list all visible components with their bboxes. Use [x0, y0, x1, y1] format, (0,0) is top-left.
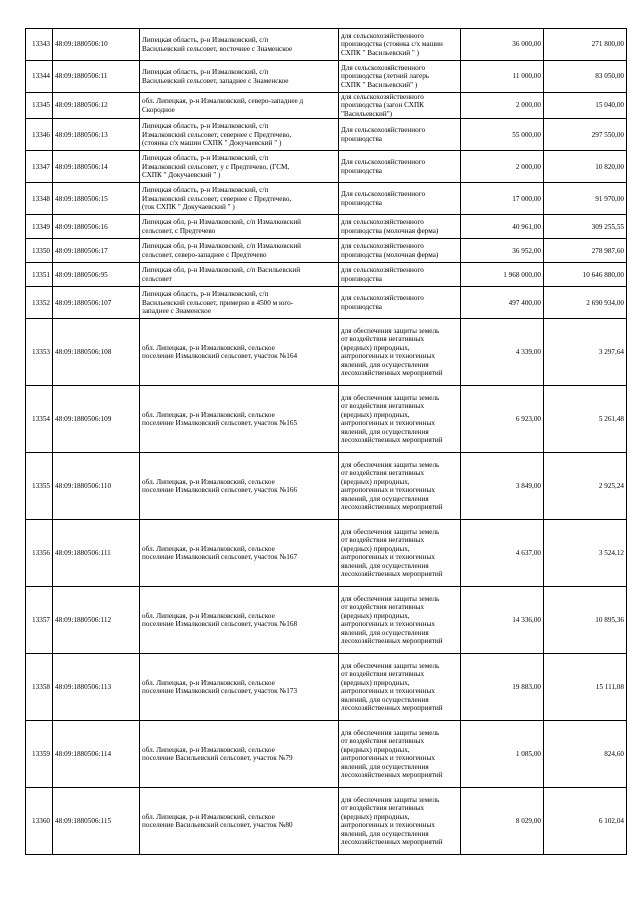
area-cell: 3 849,00 [461, 453, 544, 520]
cadastral-number-cell: 48:09:1880506:109 [53, 386, 140, 453]
address-line: Васильевский сельсовет, примерно в 4500 м юго- [142, 298, 294, 307]
cadastral-value-cell: 10 895,36 [544, 587, 627, 654]
area-cell: 55 000,00 [461, 119, 544, 151]
row-number-cell: 13349 [26, 215, 53, 239]
cadastral-value-cell: 3 524,12 [544, 520, 627, 587]
land-use-line: (вредных) природных, [341, 410, 410, 419]
land-use-line: для обеспечения защиты земель [341, 595, 440, 603]
address-line: Липецкая область, р-н Измалковский, с/п [142, 122, 269, 131]
land-use-line: явлений, для осуществления [341, 762, 429, 771]
land-use-cell [339, 788, 461, 855]
address-line: обл. Липецкая, р-н Измалковский, сельское [142, 812, 275, 821]
address-line: обл. Липецкая, р-н Измалковский, сельское [142, 678, 275, 687]
land-use-line: антропогенных и техногенных [341, 486, 435, 495]
address-line: Измалковский сельсовет, севернее с Предтечево, [142, 130, 292, 139]
land-use-cell [339, 239, 461, 263]
row-number-cell: 13360 [26, 788, 53, 855]
land-use-line: лесохозяйственных мероприятий [341, 570, 443, 579]
land-use-line: (вредных) природных, [341, 343, 410, 352]
cadastral-value-cell: 2 690 934,00 [544, 287, 627, 319]
land-registry-table [25, 28, 627, 855]
land-use-line: от воздействия негативных [341, 536, 425, 545]
table-row [26, 453, 627, 520]
land-use-line: антропогенных и техногенных [341, 620, 435, 629]
cadastral-value-cell: 10 820,00 [544, 151, 627, 183]
cadastral-value-cell: 15 111,08 [544, 654, 627, 721]
area-cell: 11 000,00 [461, 61, 544, 93]
land-use-line: от воздействия негативных [341, 737, 425, 746]
address-cell [140, 61, 339, 93]
land-use-line: "Васильевский") [341, 109, 393, 118]
land-use-cell [339, 721, 461, 788]
land-use-line: явлений, для осуществления [341, 628, 429, 637]
address-cell [140, 319, 339, 386]
address-line: Измалковский сельсовет, севернее с Предтечево, [142, 194, 292, 203]
cadastral-value-cell: 271 800,00 [544, 29, 627, 61]
area-cell: 40 961,00 [461, 215, 544, 239]
land-use-line: Для сельскохозяйственного [341, 190, 426, 199]
cadastral-number-cell: 48:09:1880506:108 [53, 319, 140, 386]
land-use-line: Для сельскохозяйственного [341, 63, 426, 72]
address-line: Липецкая область, р-н Измалковский, с/п [142, 36, 269, 45]
cadastral-value-cell: 3 297,64 [544, 319, 627, 386]
address-line: Липецкая область, р-н Измалковский, с/п [142, 68, 269, 77]
land-use-line: от воздействия негативных [341, 804, 425, 813]
address-cell [140, 721, 339, 788]
row-number-cell: 13358 [26, 654, 53, 721]
land-use-line: (вредных) природных, [341, 611, 410, 620]
land-use-line: для сельскохозяйственного [341, 242, 424, 251]
land-use-line: лесохозяйственных мероприятий [341, 436, 443, 445]
land-use-line: для сельскохозяйственного [341, 294, 424, 303]
address-line: поселение Измалковский сельсовет, участок №168 [142, 620, 298, 629]
land-use-line: для обеспечения защиты земель [341, 528, 440, 536]
land-use-line: явлений, для осуществления [341, 494, 429, 503]
cadastral-value-cell: 824,60 [544, 721, 627, 788]
table-row [26, 386, 627, 453]
table-row [26, 587, 627, 654]
address-line: Липецкая обл, р-н Измалковский, с/п Васильевский [142, 266, 301, 275]
area-cell: 14 336,00 [461, 587, 544, 654]
cadastral-number-cell: 48:09:1880506:12 [53, 93, 140, 119]
address-line: поселение Васильевский сельсовет, участок №79 [142, 754, 293, 763]
land-use-line: для сельскохозяйственного [341, 218, 424, 227]
table-row [26, 151, 627, 183]
land-use-cell [339, 520, 461, 587]
address-line: Измалковский сельсовет, у с Предтечево, (ГСМ, [142, 162, 290, 171]
cadastral-number-cell: 48:09:1880506:113 [53, 654, 140, 721]
address-line: сельсовет, с Предтечево [142, 226, 216, 235]
area-cell: 1 968 000,00 [461, 263, 544, 287]
land-use-line: антропогенных и техногенных [341, 553, 435, 562]
address-cell [140, 215, 339, 239]
land-use-line: от воздействия негативных [341, 335, 425, 344]
land-use-line: антропогенных и техногенных [341, 821, 435, 830]
address-line: Липецкая область, р-н Измалковский, с/п [142, 154, 269, 163]
table-body [26, 29, 627, 855]
table-row [26, 239, 627, 263]
row-number-cell: 13357 [26, 587, 53, 654]
address-line: Васильевский сельсовет, восточнее с Знаменское [142, 44, 293, 53]
address-cell [140, 263, 339, 287]
address-line: Васильевский сельсовет, западнее с Знаменское [142, 76, 289, 85]
row-number-cell: 13356 [26, 520, 53, 587]
land-use-line: для сельскохозяйственного [341, 266, 424, 275]
land-use-line: явлений, для осуществления [341, 427, 429, 436]
land-use-line: производства [341, 302, 382, 311]
address-line: обл. Липецкая, р-н Измалковский, сельское [142, 343, 275, 352]
land-use-line: от воздействия негативных [341, 402, 425, 411]
address-line: обл. Липецкая, р-н Измалковский, сельское [142, 611, 275, 620]
address-line: поселение Измалковский сельсовет, участок №167 [142, 553, 298, 562]
address-line: (ток СХПК " Докучаевский " ) [142, 202, 235, 211]
land-use-cell [339, 654, 461, 721]
land-use-line: производства [341, 166, 382, 175]
land-use-cell [339, 119, 461, 151]
land-use-line: СХПК " Васильевский " ) [341, 48, 420, 57]
row-number-cell: 13344 [26, 61, 53, 93]
cadastral-value-cell: 2 925,24 [544, 453, 627, 520]
cadastral-number-cell: 48:09:1880506:111 [53, 520, 140, 587]
land-use-cell [339, 453, 461, 520]
land-use-line: лесохозяйственных мероприятий [341, 704, 443, 713]
land-use-line: антропогенных и техногенных [341, 419, 435, 428]
land-use-line: явлений, для осуществления [341, 561, 429, 570]
table-row [26, 61, 627, 93]
row-number-cell: 13347 [26, 151, 53, 183]
row-number-cell: 13352 [26, 287, 53, 319]
area-cell: 36 000,00 [461, 29, 544, 61]
area-cell: 6 923,00 [461, 386, 544, 453]
land-use-line: от воздействия негативных [341, 603, 425, 612]
table-row [26, 654, 627, 721]
land-use-line: антропогенных и техногенных [341, 687, 435, 696]
address-cell [140, 386, 339, 453]
cadastral-value-cell: 10 646 880,00 [544, 263, 627, 287]
row-number-cell: 13355 [26, 453, 53, 520]
address-line: сельсовет, северо-западнее с Предтечево [142, 250, 267, 259]
area-cell: 8 029,00 [461, 788, 544, 855]
land-use-line: производства (молочная ферма) [341, 250, 439, 259]
row-number-cell: 13351 [26, 263, 53, 287]
address-line: обл. Липецкая, р-н Измалковский, сельское [142, 410, 275, 419]
cadastral-number-cell: 48:09:1880506:17 [53, 239, 140, 263]
land-use-line: (вредных) природных, [341, 477, 410, 486]
address-cell [140, 587, 339, 654]
address-line: поселение Измалковский сельсовет, участок №166 [142, 486, 298, 495]
land-use-line: (вредных) природных, [341, 544, 410, 553]
address-line: Скородное [142, 105, 175, 114]
cadastral-value-cell: 15 040,00 [544, 93, 627, 119]
cadastral-number-cell: 48:09:1880506:95 [53, 263, 140, 287]
table-row [26, 721, 627, 788]
land-use-line: лесохозяйственных мероприятий [341, 369, 443, 378]
address-line: (стоянка с/х машин СХПК " Докучаевский " ) [142, 138, 282, 147]
address-cell [140, 93, 339, 119]
address-cell [140, 453, 339, 520]
land-use-cell [339, 287, 461, 319]
address-cell [140, 119, 339, 151]
cadastral-number-cell: 48:09:1880506:11 [53, 61, 140, 93]
area-cell: 19 883,00 [461, 654, 544, 721]
cadastral-value-cell: 297 550,00 [544, 119, 627, 151]
land-use-cell [339, 151, 461, 183]
land-use-line: лесохозяйственных мероприятий [341, 637, 443, 646]
address-cell [140, 654, 339, 721]
land-use-cell [339, 183, 461, 215]
land-use-line: для обеспечения защиты земель [341, 796, 440, 804]
land-use-line: лесохозяйственных мероприятий [341, 503, 443, 512]
land-use-cell [339, 263, 461, 287]
address-cell [140, 151, 339, 183]
area-cell: 4 339,00 [461, 319, 544, 386]
land-use-cell [339, 61, 461, 93]
area-cell: 17 000,00 [461, 183, 544, 215]
address-line: обл. Липецкая, р-н Измалковский, северо-западнее д [142, 97, 304, 106]
land-use-line: явлений, для осуществления [341, 829, 429, 838]
table-row [26, 319, 627, 386]
land-use-line: лесохозяйственных мероприятий [341, 838, 443, 847]
land-use-line: явлений, для осуществления [341, 360, 429, 369]
cadastral-number-cell: 48:09:1880506:110 [53, 453, 140, 520]
cadastral-number-cell: 48:09:1880506:114 [53, 721, 140, 788]
table-row [26, 788, 627, 855]
address-line: Липецкая область, р-н Измалковский, с/п [142, 290, 269, 299]
land-use-line: явлений, для осуществления [341, 695, 429, 704]
row-number-cell: 13359 [26, 721, 53, 788]
table-row [26, 119, 627, 151]
address-line: Липецкая обл, р-н Измалковский, с/п Измалковский [142, 242, 302, 251]
cadastral-value-cell: 278 987,60 [544, 239, 627, 263]
table-row [26, 93, 627, 119]
address-line: обл. Липецкая, р-н Измалковский, сельское [142, 745, 275, 754]
area-cell: 4 637,00 [461, 520, 544, 587]
address-cell [140, 239, 339, 263]
land-use-line: производства (загон СХПК [341, 101, 424, 110]
land-use-line: для сельскохозяйственного [341, 93, 424, 101]
address-cell [140, 788, 339, 855]
land-use-line: производства [341, 274, 382, 283]
land-use-cell [339, 93, 461, 119]
land-use-line: для сельскохозяйственного [341, 31, 424, 40]
address-line: сельсовет [142, 274, 172, 283]
land-use-line: от воздействия негативных [341, 469, 425, 478]
cadastral-number-cell: 48:09:1880506:112 [53, 587, 140, 654]
land-use-line: (вредных) природных, [341, 745, 410, 754]
address-line: обл. Липецкая, р-н Измалковский, сельское [142, 544, 275, 553]
land-use-cell [339, 386, 461, 453]
land-use-line: Для сельскохозяйственного [341, 158, 426, 167]
address-line: обл. Липецкая, р-н Измалковский, сельское [142, 477, 275, 486]
land-use-line: для обеспечения защиты земель [341, 461, 440, 469]
address-line: западнее с Знаменское [142, 306, 212, 315]
address-line: поселение Измалковский сельсовет, участок №173 [142, 687, 298, 696]
cadastral-number-cell: 48:09:1880506:115 [53, 788, 140, 855]
land-use-line: антропогенных и техногенных [341, 352, 435, 361]
land-use-line: СХПК " Васильевский" ) [341, 80, 418, 89]
land-use-line: производства (стоянка с/х машин [341, 40, 443, 49]
table-row [26, 29, 627, 61]
table-row [26, 263, 627, 287]
cadastral-number-cell: 48:09:1880506:10 [53, 29, 140, 61]
table-row [26, 520, 627, 587]
cadastral-number-cell: 48:09:1880506:13 [53, 119, 140, 151]
address-cell [140, 29, 339, 61]
land-use-line: от воздействия негативных [341, 670, 425, 679]
address-cell [140, 183, 339, 215]
land-use-line: для обеспечения защиты земель [341, 394, 440, 402]
cadastral-number-cell: 48:09:1880506:15 [53, 183, 140, 215]
land-use-line: для обеспечения защиты земель [341, 729, 440, 737]
cadastral-value-cell: 6 102,04 [544, 788, 627, 855]
land-use-line: производства (молочная ферма) [341, 226, 439, 235]
land-use-line: производства [341, 134, 382, 143]
area-cell: 36 952,00 [461, 239, 544, 263]
row-number-cell: 13346 [26, 119, 53, 151]
area-cell: 2 000,00 [461, 151, 544, 183]
address-line: СХПК " Докучаевский " ) [142, 170, 221, 179]
land-use-line: Для сельскохозяйственного [341, 126, 426, 135]
area-cell: 2 000,00 [461, 93, 544, 119]
cadastral-value-cell: 309 255,55 [544, 215, 627, 239]
cadastral-number-cell: 48:09:1880506:14 [53, 151, 140, 183]
address-line: Липецкая область, р-н Измалковский, с/п [142, 186, 269, 195]
cadastral-number-cell: 48:09:1880506:107 [53, 287, 140, 319]
land-use-line: (вредных) природных, [341, 812, 410, 821]
table-row [26, 287, 627, 319]
address-line: Липецкая обл, р-н Измалковский, с/п Измалковский [142, 218, 302, 227]
address-cell [140, 520, 339, 587]
table-row [26, 183, 627, 215]
address-line: поселение Измалковский сельсовет, участок №164 [142, 352, 298, 361]
area-cell: 1 085,00 [461, 721, 544, 788]
land-use-cell [339, 319, 461, 386]
land-use-line: лесохозяйственных мероприятий [341, 771, 443, 780]
row-number-cell: 13353 [26, 319, 53, 386]
address-line: поселение Васильевский сельсовет, участок №80 [142, 821, 293, 830]
land-use-line: производства [341, 198, 382, 207]
cadastral-value-cell: 83 050,00 [544, 61, 627, 93]
table-row [26, 215, 627, 239]
land-use-cell [339, 587, 461, 654]
area-cell: 497 400,00 [461, 287, 544, 319]
land-use-cell [339, 29, 461, 61]
land-use-line: для обеспечения защиты земель [341, 662, 440, 670]
row-number-cell: 13343 [26, 29, 53, 61]
cadastral-number-cell: 48:09:1880506:16 [53, 215, 140, 239]
land-use-line: (вредных) природных, [341, 678, 410, 687]
land-use-line: антропогенных и техногенных [341, 754, 435, 763]
land-use-line: производства (летний лагерь [341, 72, 430, 81]
land-use-cell [339, 215, 461, 239]
land-use-line: для обеспечения защиты земель [341, 327, 440, 335]
row-number-cell: 13350 [26, 239, 53, 263]
row-number-cell: 13348 [26, 183, 53, 215]
address-line: поселение Измалковский сельсовет, участок №165 [142, 419, 298, 428]
address-cell [140, 287, 339, 319]
cadastral-value-cell: 5 261,48 [544, 386, 627, 453]
row-number-cell: 13354 [26, 386, 53, 453]
cadastral-value-cell: 91 970,00 [544, 183, 627, 215]
row-number-cell: 13345 [26, 93, 53, 119]
